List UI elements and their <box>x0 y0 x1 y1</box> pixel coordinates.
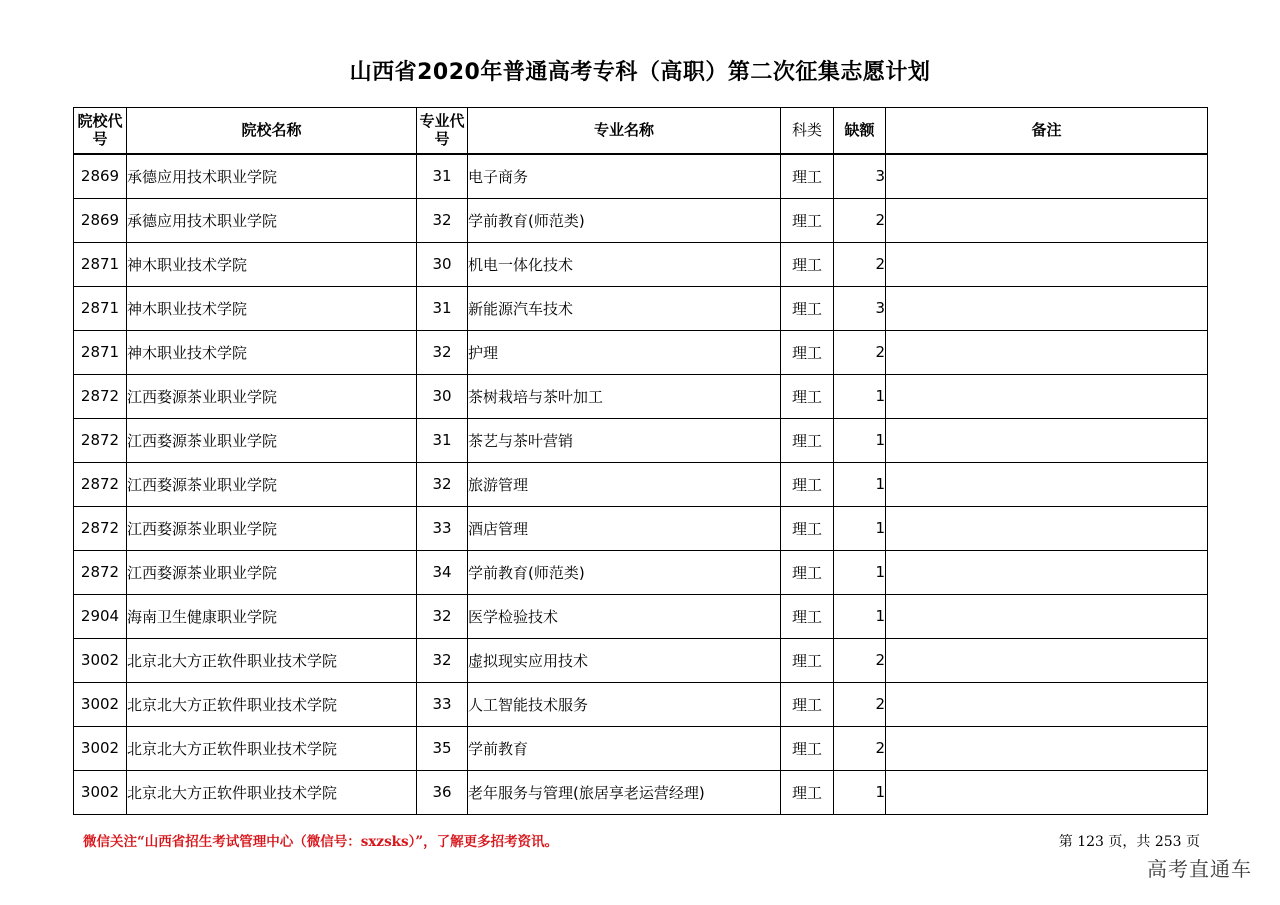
table-row <box>74 462 1208 506</box>
cell-note <box>886 374 1208 418</box>
cell-major-code: 31 <box>417 418 468 462</box>
cell-school-name: 江西婺源茶业职业学院 <box>127 418 417 462</box>
cell-subject: 理工 <box>781 638 834 682</box>
cell-major-name: 酒店管理 <box>468 506 781 550</box>
cell-quota: 1 <box>834 462 886 506</box>
cell-subject: 理工 <box>781 242 834 286</box>
cell-school-code: 2872 <box>74 462 127 506</box>
cell-quota: 2 <box>834 682 886 726</box>
cell-school-code: 3002 <box>74 770 127 814</box>
cell-subject: 理工 <box>781 506 834 550</box>
table-row <box>74 550 1208 594</box>
cell-school-code: 2872 <box>74 506 127 550</box>
cell-school-code: 2869 <box>74 198 127 242</box>
header-note: 备注 <box>886 108 1208 154</box>
cell-note <box>886 594 1208 638</box>
cell-subject: 理工 <box>781 374 834 418</box>
cell-note <box>886 770 1208 814</box>
cell-school-code: 2871 <box>74 286 127 330</box>
cell-quota: 1 <box>834 594 886 638</box>
cell-school-name: 承德应用技术职业学院 <box>127 154 417 199</box>
cell-school-code: 2872 <box>74 550 127 594</box>
cell-major-name: 旅游管理 <box>468 462 781 506</box>
cell-major-name: 学前教育(师范类) <box>468 550 781 594</box>
cell-subject: 理工 <box>781 198 834 242</box>
cell-quota: 2 <box>834 638 886 682</box>
cell-note <box>886 418 1208 462</box>
cell-school-name: 北京北大方正软件职业技术学院 <box>127 638 417 682</box>
cell-school-code: 2904 <box>74 594 127 638</box>
cell-major-code: 31 <box>417 154 468 199</box>
table-row <box>74 242 1208 286</box>
cell-major-name: 护理 <box>468 330 781 374</box>
cell-school-name: 江西婺源茶业职业学院 <box>127 462 417 506</box>
cell-school-name: 北京北大方正软件职业技术学院 <box>127 682 417 726</box>
table-row <box>74 594 1208 638</box>
table-row <box>74 682 1208 726</box>
table-row <box>74 418 1208 462</box>
cell-school-code: 3002 <box>74 726 127 770</box>
cell-major-code: 32 <box>417 594 468 638</box>
cell-major-name: 电子商务 <box>468 154 781 199</box>
page-title: 山西省2020年普通高考专科（高职）第二次征集志愿计划 <box>349 60 931 85</box>
cell-major-code: 32 <box>417 462 468 506</box>
cell-subject: 理工 <box>781 770 834 814</box>
cell-major-name: 机电一体化技术 <box>468 242 781 286</box>
cell-note <box>886 286 1208 330</box>
cell-note <box>886 726 1208 770</box>
cell-major-name: 新能源汽车技术 <box>468 286 781 330</box>
cell-school-name: 承德应用技术职业学院 <box>127 198 417 242</box>
cell-school-code: 3002 <box>74 638 127 682</box>
table-row <box>74 506 1208 550</box>
cell-quota: 1 <box>834 418 886 462</box>
cell-major-name: 老年服务与管理(旅居享老运营经理) <box>468 770 781 814</box>
table-row <box>74 726 1208 770</box>
cell-quota: 1 <box>834 374 886 418</box>
cell-school-code: 2871 <box>74 242 127 286</box>
cell-subject: 理工 <box>781 594 834 638</box>
cell-quota: 2 <box>834 242 886 286</box>
cell-major-name: 学前教育(师范类) <box>468 198 781 242</box>
cell-major-code: 36 <box>417 770 468 814</box>
cell-school-code: 3002 <box>74 682 127 726</box>
table-row <box>74 330 1208 374</box>
table-row <box>74 638 1208 682</box>
cell-subject: 理工 <box>781 330 834 374</box>
cell-major-name: 茶艺与茶叶营销 <box>468 418 781 462</box>
cell-quota: 1 <box>834 550 886 594</box>
cell-quota: 1 <box>834 770 886 814</box>
cell-major-name: 虚拟现实应用技术 <box>468 638 781 682</box>
cell-major-code: 30 <box>417 374 468 418</box>
cell-major-code: 32 <box>417 638 468 682</box>
cell-school-code: 2869 <box>74 154 127 199</box>
cell-quota: 3 <box>834 154 886 199</box>
cell-school-code: 2872 <box>74 418 127 462</box>
cell-school-name: 江西婺源茶业职业学院 <box>127 506 417 550</box>
cell-major-code: 31 <box>417 286 468 330</box>
cell-note <box>886 330 1208 374</box>
cell-subject: 理工 <box>781 682 834 726</box>
cell-school-name: 江西婺源茶业职业学院 <box>127 374 417 418</box>
table-row <box>74 770 1208 814</box>
watermark: 高考直通车 <box>1147 857 1252 881</box>
cell-note <box>886 462 1208 506</box>
cell-note <box>886 198 1208 242</box>
cell-major-code: 35 <box>417 726 468 770</box>
table-row <box>74 154 1208 199</box>
cell-major-name: 学前教育 <box>468 726 781 770</box>
page-number: 第 123 页，共 253 页 <box>1058 834 1200 850</box>
table-row <box>74 286 1208 330</box>
wechat-notice: 微信关注“山西省招生考试管理中心（微信号：sxzsks）”，了解更多招考资讯。 <box>83 834 559 850</box>
cell-subject: 理工 <box>781 154 834 199</box>
cell-note <box>886 506 1208 550</box>
cell-note <box>886 242 1208 286</box>
cell-subject: 理工 <box>781 726 834 770</box>
cell-major-code: 32 <box>417 330 468 374</box>
cell-subject: 理工 <box>781 286 834 330</box>
cell-major-code: 32 <box>417 198 468 242</box>
cell-note <box>886 638 1208 682</box>
cell-school-code: 2872 <box>74 374 127 418</box>
cell-quota: 3 <box>834 286 886 330</box>
table-row <box>74 198 1208 242</box>
cell-note <box>886 682 1208 726</box>
cell-major-code: 33 <box>417 682 468 726</box>
cell-school-name: 神木职业技术学院 <box>127 330 417 374</box>
table-body <box>74 154 1208 815</box>
header-school-name: 院校名称 <box>127 108 417 154</box>
cell-quota: 2 <box>834 330 886 374</box>
cell-major-name: 医学检验技术 <box>468 594 781 638</box>
cell-school-name: 神木职业技术学院 <box>127 286 417 330</box>
cell-note <box>886 550 1208 594</box>
cell-subject: 理工 <box>781 462 834 506</box>
cell-subject: 理工 <box>781 550 834 594</box>
cell-major-code: 33 <box>417 506 468 550</box>
cell-note <box>886 154 1208 199</box>
header-quota: 缺额 <box>834 108 886 154</box>
cell-major-name: 人工智能技术服务 <box>468 682 781 726</box>
cell-school-name: 江西婺源茶业职业学院 <box>127 550 417 594</box>
cell-major-code: 34 <box>417 550 468 594</box>
cell-school-name: 北京北大方正软件职业技术学院 <box>127 726 417 770</box>
cell-school-name: 海南卫生健康职业学院 <box>127 594 417 638</box>
cell-school-name: 北京北大方正软件职业技术学院 <box>127 770 417 814</box>
cell-major-code: 30 <box>417 242 468 286</box>
table-row <box>74 374 1208 418</box>
cell-subject: 理工 <box>781 418 834 462</box>
cell-school-code: 2871 <box>74 330 127 374</box>
header-subject: 科类 <box>781 108 834 154</box>
header-major-code: 专业代号 <box>417 108 468 154</box>
cell-quota: 2 <box>834 198 886 242</box>
cell-school-name: 神木职业技术学院 <box>127 242 417 286</box>
cell-major-name: 茶树栽培与茶叶加工 <box>468 374 781 418</box>
table-header-row <box>74 108 1208 154</box>
cell-quota: 2 <box>834 726 886 770</box>
header-school-code: 院校代号 <box>74 108 127 154</box>
enrollment-plan-table <box>73 107 1208 815</box>
header-major-name: 专业名称 <box>468 108 781 154</box>
cell-quota: 1 <box>834 506 886 550</box>
